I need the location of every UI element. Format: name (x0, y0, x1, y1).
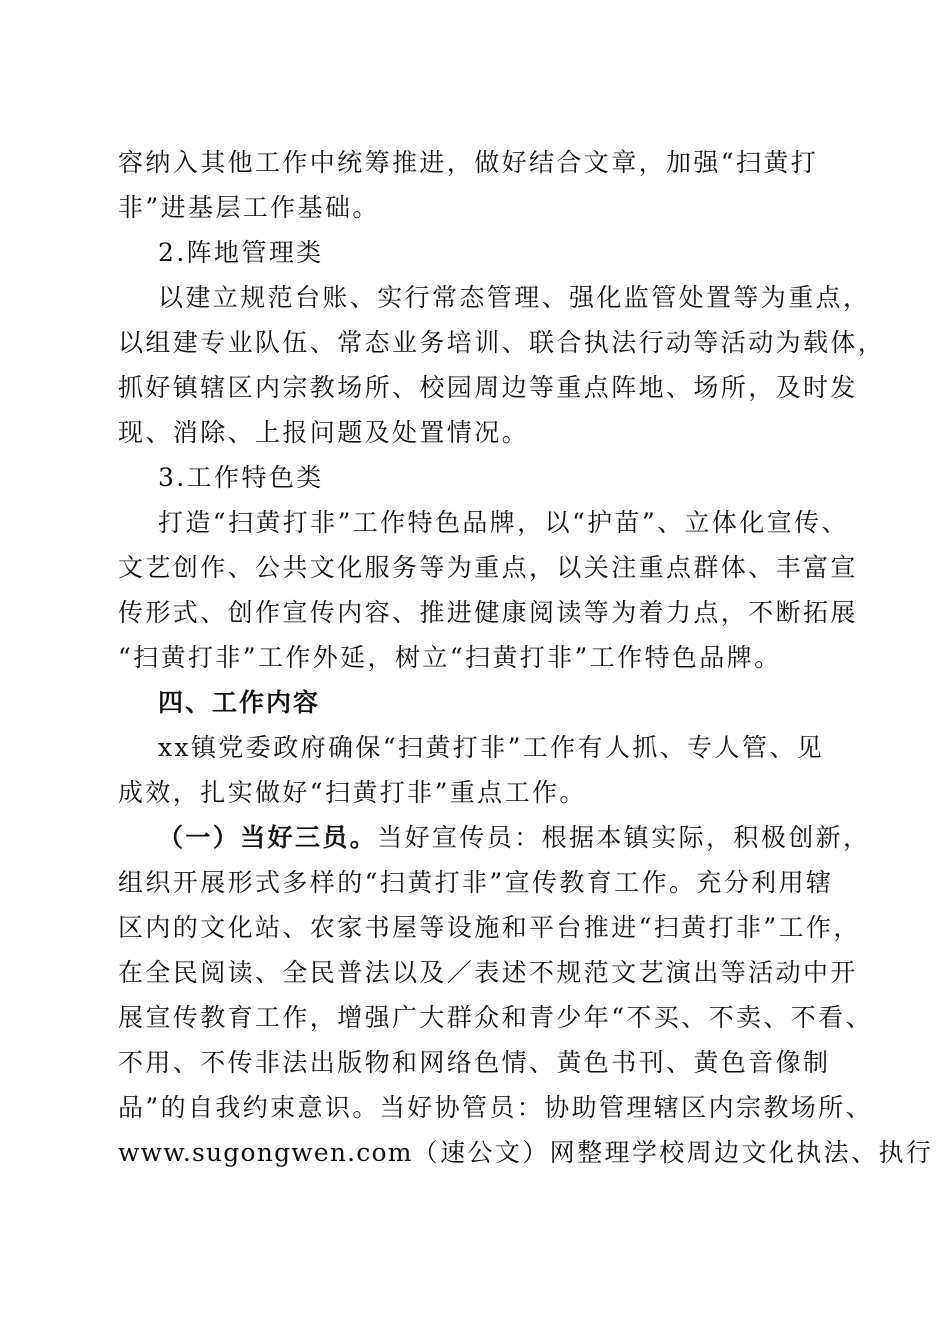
body-text-line: 在全民阅读、全民普法以及／表述不规范文艺演出等活动中开 (118, 958, 858, 987)
subsection-heading: 3.工作特色类 (158, 463, 324, 492)
body-text-line: “扫黄打非”工作外延，树立“扫黄打非”工作特色品牌。 (118, 643, 782, 672)
body-text-line (158, 823, 870, 853)
body-text-tail: （速公文）网整理学校周边文化执法、执行 (412, 1138, 934, 1167)
body-text-line: 文艺创作、公共文化服务等为重点，以关注重点群体、丰富宣 (118, 553, 858, 582)
item-text: 当好宣传员：根据本镇实际，积极创新， (377, 823, 871, 852)
body-text-line: 区内的文化站、农家书屋等设施和平台推进“扫黄打非”工作， (118, 913, 861, 942)
body-text-line: 现、消除、上报问题及处置情况。 (118, 418, 530, 447)
body-text-line: xx镇党委政府确保“扫黄打非”工作有人抓、专人管、见 (158, 733, 825, 762)
body-text-line: 组织开展形式多样的“扫黄打非”宣传教育工作。充分利用辖 (118, 868, 834, 897)
body-text-line: 抓好镇辖区内宗教场所、校园周边等重点阵地、场所，及时发 (118, 373, 858, 402)
body-text-line: 不用、不传非法出版物和网络色情、黄色书刊、黄色音像制 (118, 1048, 831, 1077)
body-text-line: 成效，扎实做好“扫黄打非”重点工作。 (118, 778, 587, 807)
body-text-line: 以建立规范台账、实行常态管理、强化监管处置等为重点， (158, 283, 871, 312)
subsection-heading: 2.阵地管理类 (158, 238, 324, 267)
body-text-line: 品”的自我约束意识。当好协管员：协助管理辖区内宗教场所、 (118, 1093, 873, 1122)
item-heading: （一）当好三员。 (158, 823, 378, 852)
body-text-line: 非”进基层工作基础。 (118, 193, 380, 222)
section-heading: 四、工作内容 (158, 688, 321, 717)
body-text-line: 打造“扫黄打非”工作特色品牌，以“护苗”、立体化宣传、 (158, 508, 849, 537)
body-text-line: 展宣传教育工作，增强广大群众和青少年“不买、不卖、不看、 (118, 1003, 873, 1032)
body-text-line: 传形式、创作宣传内容、推进健康阅读等为着力点，不断拓展 (118, 598, 858, 627)
body-text-line (118, 1138, 933, 1168)
body-text-line: 以组建专业队伍、常态业务培训、联合执法行动等活动为载体， (118, 328, 886, 357)
body-text-line: 容纳入其他工作中统筹推进，做好结合文章，加强“扫黄打 (118, 148, 819, 177)
website-text: www.sugongwen.com (118, 1138, 413, 1167)
